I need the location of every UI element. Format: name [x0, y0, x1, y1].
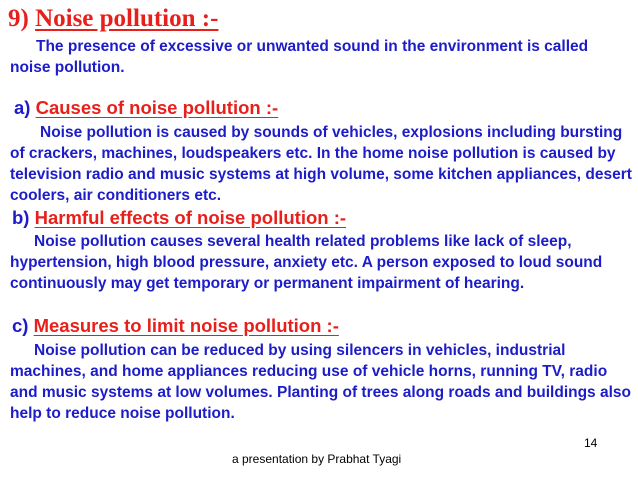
section-heading-effects	[12, 206, 346, 230]
page-number: 14	[584, 436, 598, 450]
section-label: a)	[14, 97, 31, 118]
section-title: Measures to limit noise pollution :-	[33, 315, 339, 336]
section-heading-causes	[14, 96, 278, 120]
section-body-causes: Noise pollution is caused by sounds of vehicles, explosions including bursting of crackers, machines, loudspeakers etc. In the home noise pollution is caused by television radio and music systems at high volume, some kitchen appliances, desert coolers, air conditioners etc.	[10, 124, 632, 204]
footer-credit: a presentation by Prabhat Tyagi	[232, 452, 402, 466]
section-title: Causes of noise pollution :-	[35, 97, 279, 118]
section-label: b)	[12, 207, 30, 228]
section-body-effects: Noise pollution causes several health related problems like lack of sleep, hypertension, high blood pressure, anxiety etc. A person exposed to loud sound continuously may get temporary or permanent impairment of hearing.	[10, 233, 603, 292]
section-label: c)	[12, 315, 29, 336]
section-body-measures: Noise pollution can be reduced by using silencers in vehicles, industrial machines, and home appliances reducing use of vehicle horns, running TV, radio and music systems at low volumes. Planting of trees along roads and buildings also help to reduce noise pollution.	[10, 342, 631, 422]
title-text: Noise pollution :-	[35, 5, 219, 32]
section-title: Harmful effects of noise pollution :-	[34, 207, 347, 228]
title-number: 9)	[8, 5, 29, 32]
intro-paragraph: The presence of excessive or unwanted sound in the environment is called noise pollution.	[10, 38, 589, 76]
section-heading-measures	[12, 314, 339, 338]
slide-title	[8, 4, 218, 34]
